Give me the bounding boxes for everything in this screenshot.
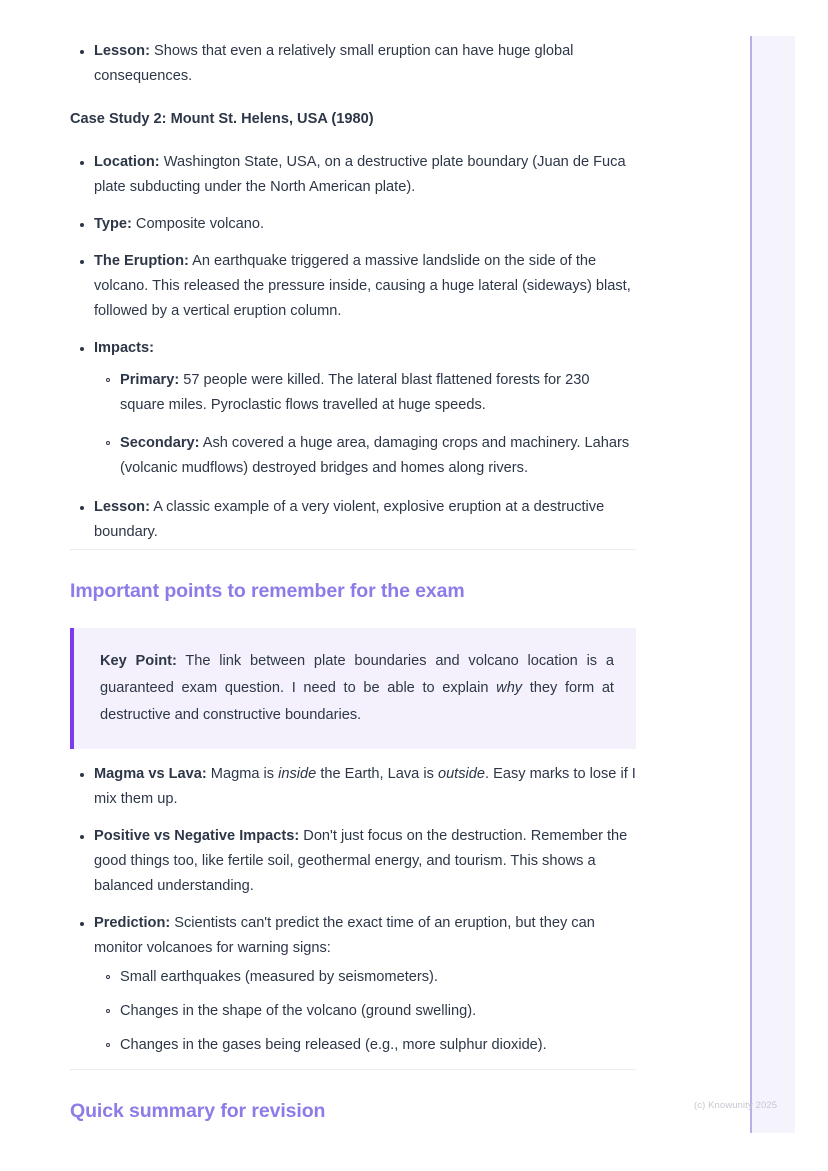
- sub-bullet-label: Primary:: [120, 372, 180, 388]
- sub-list-item-secondary: [94, 431, 636, 481]
- bullet-label: Type:: [94, 216, 132, 232]
- sub-bullet-text: Changes in the gases being released (e.g., more sulphur dioxide).: [120, 1037, 547, 1053]
- sub-bullet-text: Small earthquakes (measured by seismometers).: [120, 969, 438, 985]
- section-divider-exam: [70, 549, 636, 550]
- list-item-type: [70, 212, 636, 237]
- callout-part2: they form at destructive and constructive boundaries.: [100, 680, 614, 723]
- list-item-impacts: [70, 336, 636, 481]
- sub-bullet-list: [94, 368, 636, 481]
- right-side-panel: [750, 36, 795, 1133]
- bullet-emphasis-inside: inside: [278, 766, 317, 782]
- bullet-part3: . Easy marks to lose if I mix them up.: [94, 766, 636, 807]
- sub-list-item: [94, 999, 636, 1024]
- list-item-magma-vs-lava: [70, 762, 636, 812]
- callout-text: [100, 648, 614, 729]
- list-item-lesson: [70, 495, 636, 545]
- watermark-text: (c) Knowunity 2025: [694, 1100, 778, 1111]
- sub-bullet-text: 57 people were killed. The lateral blast flattened forests for 230 square miles. Pyroclastic flows travelled at huge speeds.: [120, 372, 590, 413]
- bullet-text: An earthquake triggered a massive landslide on the side of the volcano. This released the pressure inside, causing a huge lateral (sideways) blast, followed by a vertical eruption column.: [94, 253, 631, 319]
- list-item-eruption: [70, 249, 636, 324]
- bullet-part2: the Earth, Lava is: [316, 766, 438, 782]
- list-item-location: [70, 150, 636, 200]
- section-heading-summary: Quick summary for revision: [70, 1100, 326, 1122]
- sub-bullet-text: Ash covered a huge area, damaging crops and machinery. Lahars (volcanic mudflows) destroyed bridges and homes along rivers.: [120, 435, 630, 476]
- callout-part1: The link between plate boundaries and volcano location is a guaranteed exam question. I need to be able to explain: [100, 653, 614, 696]
- bullet-label: Lesson:: [94, 43, 150, 59]
- bullet-list: [70, 150, 636, 545]
- bullet-emphasis-outside: outside: [437, 766, 486, 782]
- bullet-label: Positive vs Negative Impacts:: [94, 828, 300, 844]
- sub-list-item: [94, 1033, 636, 1058]
- key-point-callout: [70, 628, 636, 749]
- sub-bullet-text: Changes in the shape of the volcano (ground swelling).: [120, 1003, 477, 1019]
- bullet-text: Composite volcano.: [131, 216, 265, 232]
- bullet-label: Impacts:: [94, 340, 155, 356]
- bullet-label: Magma vs Lava:: [94, 766, 207, 782]
- sub-list-item-primary: [94, 368, 636, 418]
- right-side-panel-rule: [750, 36, 752, 1133]
- sub-bullet-list: [94, 965, 636, 1058]
- bullet-text: Scientists can't predict the exact time of an eruption, but they can monitor volcanoes for warning signs:: [94, 915, 595, 956]
- case-study-subheading: Case Study 2: Mount St. Helens, USA (1980): [70, 111, 374, 127]
- bullet-text: Washington State, USA, on a destructive plate boundary (Juan de Fuca plate subducting under the North American plate).: [94, 154, 626, 195]
- sub-list-item: [94, 965, 636, 990]
- bullet-list: [70, 39, 636, 89]
- list-item-prediction: [70, 911, 636, 1058]
- section-divider-summary: [70, 1069, 636, 1070]
- bullet-label: Lesson:: [94, 499, 150, 515]
- bullet-text: Shows that even a relatively small eruption can have huge global consequences.: [94, 43, 574, 84]
- lesson-bullet-group: [70, 39, 636, 101]
- section-heading-exam: Important points to remember for the exam: [70, 580, 465, 602]
- bullet-label: Prediction:: [94, 915, 171, 931]
- bullet-text: A classic example of a very violent, explosive eruption at a destructive boundary.: [94, 499, 605, 540]
- bullet-list: [70, 762, 636, 1058]
- exam-bullet-group: [70, 762, 636, 1070]
- case-study-bullet-group: [70, 150, 636, 557]
- callout-emphasis: why: [496, 680, 523, 696]
- list-item-positive-vs-negative: [70, 824, 636, 899]
- sub-bullet-label: Secondary:: [120, 435, 200, 451]
- bullet-label: Location:: [94, 154, 160, 170]
- list-item: [70, 39, 636, 89]
- bullet-part1: Magma is: [206, 766, 279, 782]
- bullet-label: The Eruption:: [94, 253, 189, 269]
- bullet-text: Don't just focus on the destruction. Remember the good things too, like fertile soil, geothermal energy, and tourism. This shows a balanced understanding.: [94, 828, 628, 894]
- callout-label: Key Point:: [100, 653, 177, 669]
